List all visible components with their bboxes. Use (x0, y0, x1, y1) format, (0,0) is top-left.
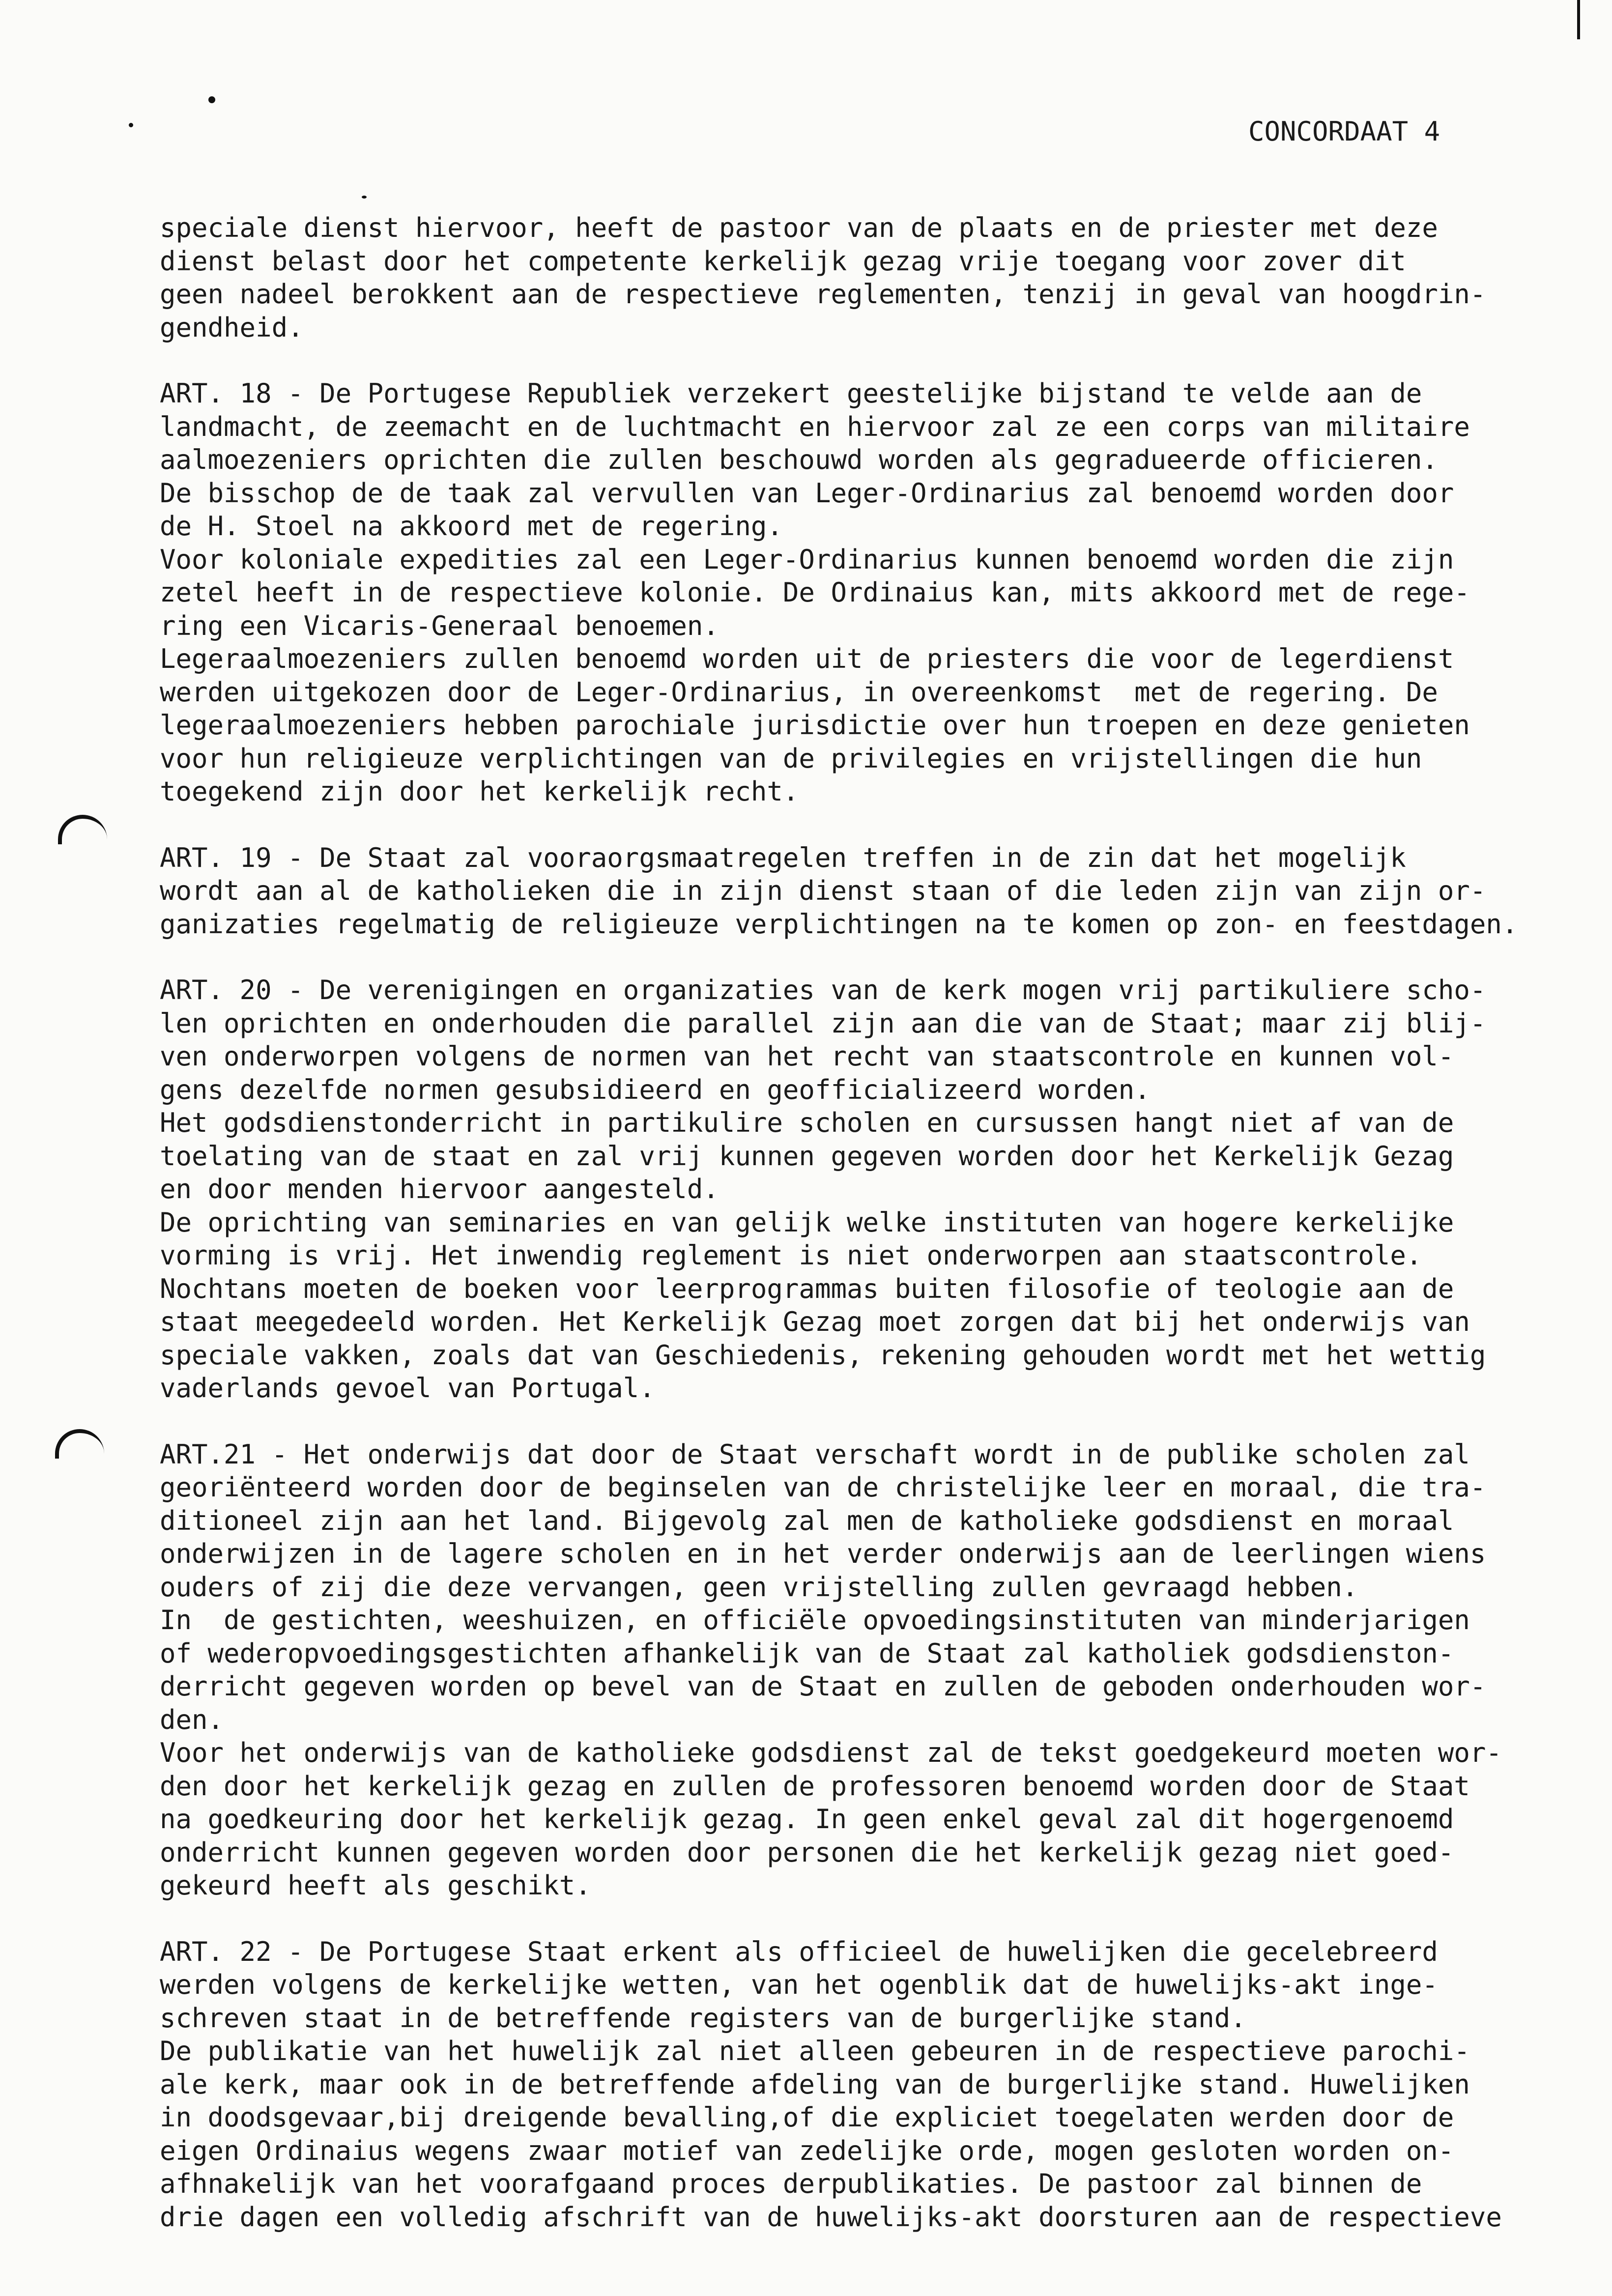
paragraph (160, 1438, 1575, 1902)
text-line: eigen Ordinaius wegens zwaar motief van zedelijke orde, mogen gesloten worden on- (160, 2135, 1454, 2166)
text-line: De publikatie van het huwelijk zal niet alleen gebeuren in de respectieve parochi- (160, 2036, 1470, 2066)
text-line: Legeraalmoezeniers zullen benoemd worden uit de priesters die voor de legerdienst (160, 643, 1454, 674)
text-line: ART. 20 - De verenigingen en organizaties van de kerk mogen vrij partikuliere scho- (160, 975, 1486, 1005)
text-line: ART. 18 - De Portugese Republiek verzekert geestelijke bijstand te velde aan de (160, 378, 1422, 409)
page-header: CONCORDAAT 4 (1248, 116, 1440, 147)
text-line: gendheid. (160, 312, 304, 343)
text-line: Het godsdienstonderricht in partikulire scholen en cursussen hangt niet af van de (160, 1107, 1454, 1138)
text-line: en door menden hiervoor aangesteld. (160, 1174, 719, 1205)
text-line: ART.21 - Het onderwijs dat door de Staat verschaft wordt in de publike scholen zal (160, 1438, 1470, 1470)
text-line: De oprichting van seminaries en van gelijk welke instituten van hogere kerkelijke (160, 1206, 1454, 1238)
paragraph (160, 1935, 1575, 2234)
text-line: ale kerk, maar ook in de betreffende afdeling van de burgerlijke stand. Huwelijken (160, 2068, 1470, 2100)
text-line: toelating van de staat en zal vrij kunnen gegeven worden door het Kerkelijk Gezag (160, 1140, 1454, 1172)
text-line: ring een Vicaris-Generaal benoemen. (160, 610, 719, 641)
text-line: ouders of zij die deze vervangen, geen vrijstelling zullen gevraagd hebben. (160, 1571, 1358, 1603)
text-line: landmacht, de zeemacht en de luchtmacht en hiervoor zal ze een corps van militaire (160, 411, 1470, 442)
text-line: ART. 19 - De Staat zal vooraorgsmaatregelen treffen in de zin dat het mogelijk (160, 842, 1406, 873)
text-line: schreven staat in de betreffende registers van de burgerlijke stand. (160, 2002, 1246, 2034)
text-line: ganizaties regelmatig de religieuze verplichtingen na te komen op zon- en feestdagen. (160, 908, 1518, 940)
text-line: ART. 22 - De Portugese Staat erkent als officieel de huwelijken die gecelebreerd (160, 1936, 1438, 1967)
text-line: werden uitgekozen door de Leger-Ordinarius, in overeenkomst met de regering. De (160, 676, 1438, 708)
text-line: afhnakelijk van het voorafgaand proces derpublikaties. De pastoor zal binnen de (160, 2168, 1422, 2199)
paragraph (160, 211, 1575, 344)
text-line: aalmoezeniers oprichten die zullen beschouwd worden als gegradueerde officieren. (160, 444, 1438, 475)
text-line: speciale dienst hiervoor, heeft de pastoor van de plaats en de priester met deze (160, 212, 1438, 243)
text-line: geen nadeel berokkent aan de respectieve reglementen, tenzij in geval van hoogdrin- (160, 279, 1486, 310)
ink-speck (362, 196, 367, 199)
text-line: vorming is vrij. Het inwendig reglement is niet onderworpen aan staatscontrole. (160, 1240, 1422, 1271)
text-line: de H. Stoel na akkoord met de regering. (160, 511, 783, 542)
paragraph (160, 377, 1575, 808)
text-line: gekeurd heeft als geschikt. (160, 1870, 591, 1901)
page-edge-rule (1577, 0, 1580, 39)
text-line: legeraalmoezeniers hebben parochiale jurisdictie over hun troepen en deze genieten (160, 710, 1470, 741)
text-line: voor hun religieuze verplichtingen van de privilegies en vrijstellingen die hun (160, 743, 1422, 774)
text-line: staat meegedeeld worden. Het Kerkelijk Gezag moet zorgen dat bij het onderwijs van (160, 1306, 1470, 1337)
text-line: In de gestichten, weeshuizen, en officiële opvoedingsinstituten van minderjarigen (160, 1605, 1470, 1636)
text-line: Voor het onderwijs van de katholieke godsdienst zal de tekst goedgekeurd moeten wor- (160, 1737, 1502, 1768)
text-line: gens dezelfde normen gesubsidieerd en geofficializeerd worden. (160, 1074, 1151, 1105)
text-line: derricht gegeven worden op bevel van de Staat en zullen de geboden onderhouden wor- (160, 1671, 1486, 1702)
text-line: Voor koloniale expedities zal een Leger-Ordinarius kunnen benoemd worden die zijn (160, 544, 1454, 575)
margin-mark (55, 1429, 104, 1459)
text-line: ven onderworpen volgens de normen van het recht van staatscontrole en kunnen vol- (160, 1041, 1454, 1072)
text-line: Nochtans moeten de boeken voor leerprogrammas buiten filosofie of teologie aan de (160, 1273, 1454, 1304)
text-line: drie dagen een volledig afschrift van de huwelijks-akt doorsturen aan de respectieve (160, 2201, 1502, 2233)
margin-mark (58, 815, 107, 844)
text-line: georiënteerd worden door de beginselen van de christelijke leer en moraal, die tra- (160, 1472, 1486, 1503)
paragraph (160, 841, 1575, 941)
text-line: in doodsgevaar,bij dreigende bevalling,of die expliciet toegelaten werden door de (160, 2102, 1454, 2133)
text-line: den. (160, 1704, 224, 1735)
text-line: na goedkeuring door het kerkelijk gezag. In geen enkel geval zal dit hogergenoemd (160, 1804, 1454, 1835)
text-line: onderricht kunnen gegeven worden door personen die het kerkelijk gezag niet goed- (160, 1837, 1454, 1868)
text-line: De bisschop de de taak zal vervullen van Leger-Ordinarius zal benoemd worden door (160, 477, 1454, 509)
text-line: dienst belast door het competente kerkelijk gezag vrije toegang voor zover dit (160, 245, 1406, 277)
paragraph (160, 974, 1575, 1405)
ink-speck (129, 123, 133, 127)
text-line: werden volgens de kerkelijke wetten, van het ogenblik dat de huwelijks-akt inge- (160, 1969, 1438, 2000)
text-line: speciale vakken, zoals dat van Geschiedenis, rekening gehouden wordt met het wettig (160, 1339, 1486, 1371)
text-line: den door het kerkelijk gezag en zullen de professoren benoemd worden door de Staat (160, 1770, 1470, 1802)
text-line: of wederopvoedingsgestichten afhankelijk van de Staat zal katholiek godsdienston- (160, 1637, 1454, 1669)
text-line: wordt aan al de katholieken die in zijn dienst staan of die leden zijn van zijn or- (160, 875, 1486, 906)
text-line: zetel heeft in de respectieve kolonie. De Ordinaius kan, mits akkoord met de rege- (160, 577, 1470, 608)
text-line: len oprichten en onderhouden die parallel zijn aan die van de Staat; maar zij blij- (160, 1007, 1486, 1039)
document-body (160, 211, 1575, 2267)
text-line: ditioneel zijn aan het land. Bijgevolg zal men de katholieke godsdienst en moraal (160, 1505, 1454, 1536)
text-line: toegekend zijn door het kerkelijk recht. (160, 776, 799, 807)
text-line: onderwijzen in de lagere scholen en in het verder onderwijs aan de leerlingen wiens (160, 1538, 1486, 1569)
text-line: vaderlands gevoel van Portugal. (160, 1373, 655, 1404)
ink-speck (208, 96, 215, 103)
